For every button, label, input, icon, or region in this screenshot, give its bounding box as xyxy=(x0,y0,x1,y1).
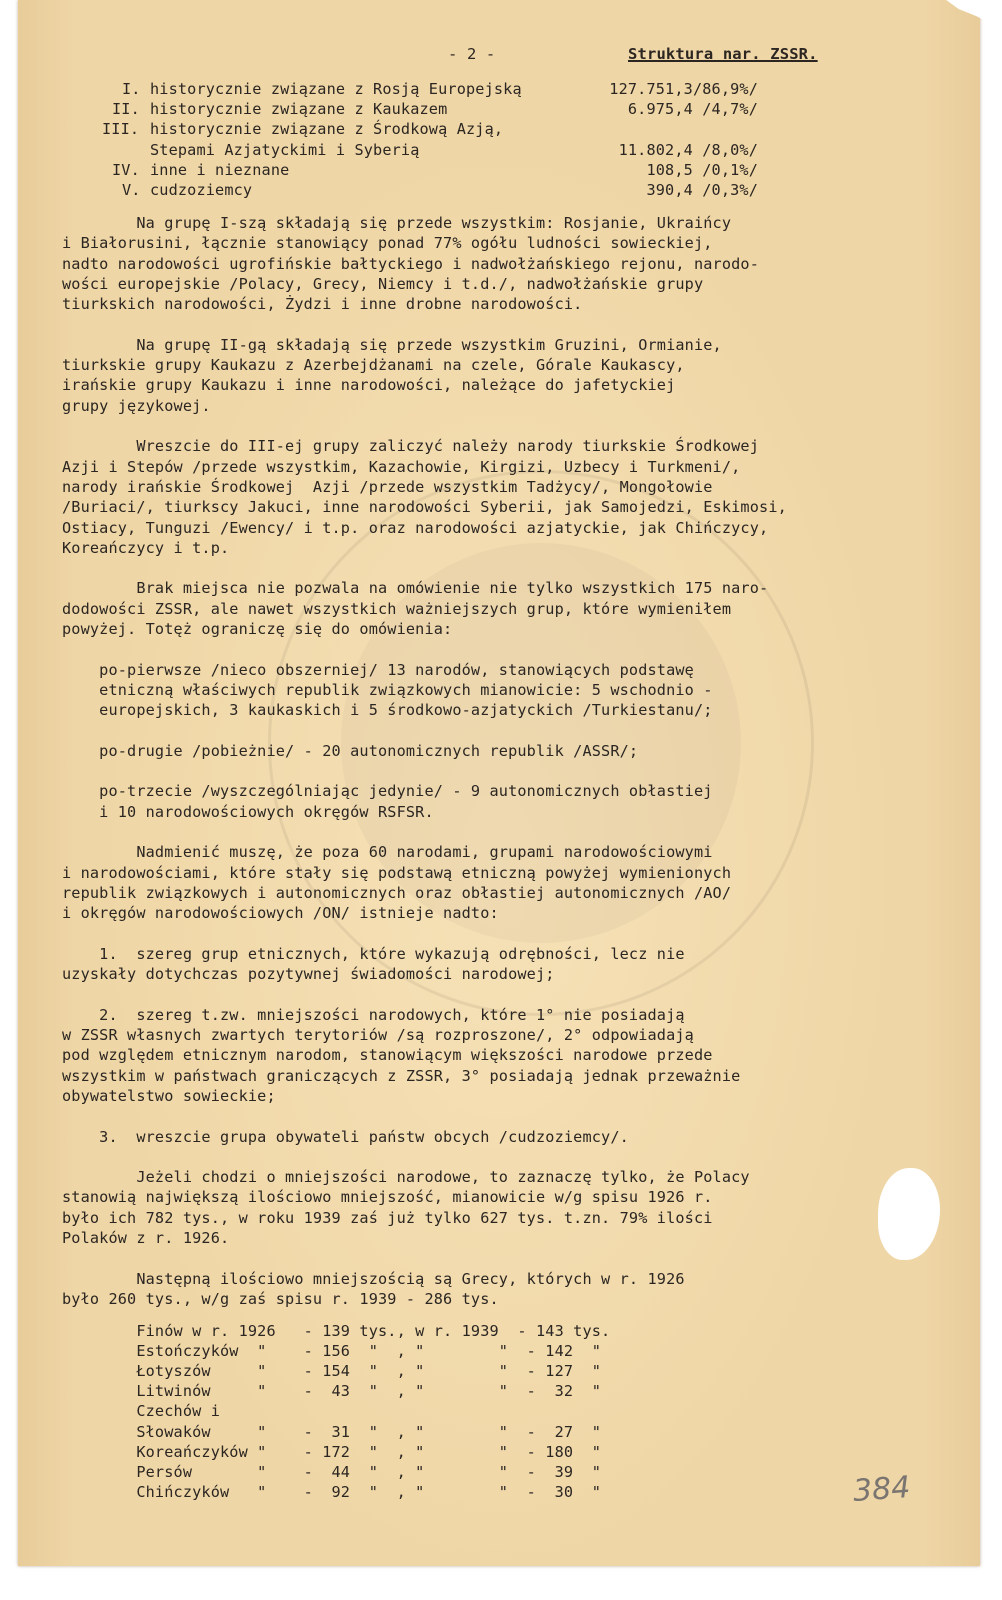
body-line: i Białorusini, łącznie stanowiący ponad 77% ogółu ludności sowieckiej, xyxy=(62,234,713,253)
body-line: europejskich, 3 kaukaskich i 5 środkowo-azjatyckich /Turkiestanu/; xyxy=(62,701,713,720)
group-population-value: 390,4 /0,3%/ xyxy=(646,181,758,199)
body-line: /Buriaci/, tiurkscy Jakuci, inne narodowości Syberii, jak Samojedzi, Eskimosi, xyxy=(62,498,787,517)
body-line: Na grupę I-szą składają się przede wszystkim: Rosjanie, Ukraińcy xyxy=(62,214,732,232)
group-description: cudzoziemcy xyxy=(150,181,253,199)
minority-table-row: Czechów i xyxy=(62,1402,220,1421)
body-line: powyżej. Totęż ograniczę się do omówienia: xyxy=(62,620,453,638)
minority-table-row: Finów w r. 1926 - 139 tys., w r. 1939 - 143 tys. xyxy=(62,1322,611,1340)
minority-table-row: Persów " - 44 " , " " - 39 " xyxy=(62,1462,602,1481)
body-line: Na grupę II-gą składają się przede wszystkim Gruzini, Ormianie, xyxy=(62,335,722,354)
body-line: było 260 tys., w/g zaś spisu r. 1939 - 286 tys. xyxy=(62,1289,499,1308)
body-line: republik związkowych i autonomicznych oraz obłastiej autonomicznych /AO/ xyxy=(62,883,732,902)
group-population-value: 108,5 /0,1%/ xyxy=(646,160,758,179)
minority-table-row: Litwinów " - 43 " , " " - 32 " xyxy=(62,1382,602,1401)
body-line: i 10 narodowościowych okręgów RSFSR. xyxy=(62,802,434,821)
body-line: Brak miejsca nie pozwala na omówienie nie tylko wszystkich 175 naro- xyxy=(62,579,769,598)
body-line: po-pierwsze /nieco obszerniej/ 13 narodów, stanowiących podstawę xyxy=(62,660,694,679)
body-line: dodowości ZSSR, ale nawet wszystkich ważniejszych grup, które wymieniłem xyxy=(62,599,732,618)
body-line: 3. wreszcie grupa obywateli państw obcych /cudzoziemcy/. xyxy=(62,1127,629,1146)
body-line: i narodowościami, które stały się podstawą etniczną powyżej wymienionych xyxy=(62,863,732,882)
body-line: pod względem etnicznym narodom, stanowiącym większości narodowe przede xyxy=(62,1046,713,1065)
body-line: w ZSSR własnych zwartych terytoriów /są rozproszone/, 2° odpowiadają xyxy=(62,1026,694,1044)
body-line: tiurkskie grupy Kaukazu z Azerbejdżanami na czele, Górale Kaukascy, xyxy=(62,356,685,375)
body-line: Azji i Stepów /przede wszystkim, Kazachowie, Kirgizi, Uzbecy i Turkmeni/, xyxy=(62,457,741,476)
group-number: III. xyxy=(102,120,140,139)
body-line: grupy językowej. xyxy=(62,396,211,415)
body-line: i okręgów narodowościowych /ON/ istnieje nadto: xyxy=(62,904,499,923)
minority-table-row: Łotyszów " - 154 " , " " - 127 " xyxy=(62,1362,602,1381)
body-line: po-trzecie /wyszczególniając jedynie/ - 9 autonomicznych obłastiej xyxy=(62,782,713,801)
group-description: historycznie związane z Środkową Azją, xyxy=(150,120,504,139)
group-population-value: 127.751,3/86,9%/ xyxy=(609,80,758,98)
group-description: Stepami Azjatyckimi i Syberią xyxy=(150,140,420,159)
body-line: wości europejskie /Polacy, Grecy, Niemcy i t.d./, nadwołżańskie grupy xyxy=(62,274,704,293)
body-line: narody irańskie Środkowej Azji /przede wszystkim Tadżycy/, Mongołowie xyxy=(62,477,713,496)
body-line: irańskie grupy Kaukazu i inne narodowości, należące do jafetyckiej xyxy=(62,376,676,395)
page-marker: - 2 - xyxy=(448,45,496,63)
group-population-value: 11.802,4 /8,0%/ xyxy=(618,140,758,159)
document-page xyxy=(18,0,980,1566)
body-line: 1. szereg grup etnicznych, które wykazują odrębności, lecz nie xyxy=(62,944,685,963)
minority-table-row: Koreańczyków " - 172 " , " " - 180 " xyxy=(62,1442,602,1461)
group-number: I. xyxy=(122,80,141,98)
group-number: V. xyxy=(122,181,141,199)
body-line: było ich 782 tys., w roku 1939 zaś już tylko 627 tys. t.zn. 79% ilości xyxy=(62,1208,713,1227)
handwritten-page-number: 384 xyxy=(851,1470,912,1509)
group-description: inne i nieznane xyxy=(150,160,290,179)
body-line: po-drugie /pobieżnie/ - 20 autonomicznych republik /ASSR/; xyxy=(62,741,639,760)
group-number: IV. xyxy=(112,160,140,179)
body-line: stanowią największą ilościowo mniejszość, mianowicie w/g spisu 1926 r. xyxy=(62,1188,713,1207)
body-line: Ostiacy, Tunguzi /Ewency/ i t.p. oraz narodowości azjatyckie, jak Chińczycy, xyxy=(62,518,769,537)
group-number: II. xyxy=(112,100,140,119)
body-line: Wreszcie do III-ej grupy zaliczyć należy narody tiurkskie Środkowej xyxy=(62,437,760,456)
group-population-value: 6.975,4 /4,7%/ xyxy=(627,100,758,119)
body-line: Polaków z r. 1926. xyxy=(62,1229,230,1247)
body-line: Koreańczycy i t.p. xyxy=(62,538,230,557)
body-line: Następną ilościowo mniejszością są Grecy, których w r. 1926 xyxy=(62,1269,685,1288)
body-line: nadto narodowości ugrofińskie bałtyckiego i nadwołżańskiego rejonu, narodo- xyxy=(62,254,760,273)
body-line: wszystkim w państwach graniczących z ZSSR, 3° posiadają jednak przeważnie xyxy=(62,1066,741,1085)
body-line: etniczną właściwych republik związkowych mianowicie: 5 wschodnio - xyxy=(62,680,713,699)
body-line: 2. szereg t.zw. mniejszości narodowych, które 1° nie posiadają xyxy=(62,1005,685,1024)
group-description: historycznie związane z Rosją Europejską xyxy=(150,80,522,98)
group-description: historycznie związane z Kaukazem xyxy=(150,100,448,119)
minority-table-row: Słowaków " - 31 " , " " - 27 " xyxy=(62,1422,602,1441)
body-line: Jeżeli chodzi o mniejszości narodowe, to zaznaczę tylko, że Polacy xyxy=(62,1168,750,1187)
minority-table-row: Estończyków " - 156 " , " " - 142 " xyxy=(62,1342,602,1361)
paper-damage xyxy=(878,1168,940,1260)
minority-table-row: Chińczyków " - 92 " , " " - 30 " xyxy=(62,1482,602,1501)
body-line: uzyskały dotychczas pozytywnej świadomości narodowej; xyxy=(62,965,555,984)
body-line: tiurkskich narodowości, Żydzi i inne drobne narodowości. xyxy=(62,295,583,314)
section-title: Struktura nar. ZSSR. xyxy=(628,45,818,63)
body-line: Nadmienić muszę, że poza 60 narodami, grupami narodowościowymi xyxy=(62,843,713,862)
body-line: obywatelstwo sowieckie; xyxy=(62,1086,276,1105)
